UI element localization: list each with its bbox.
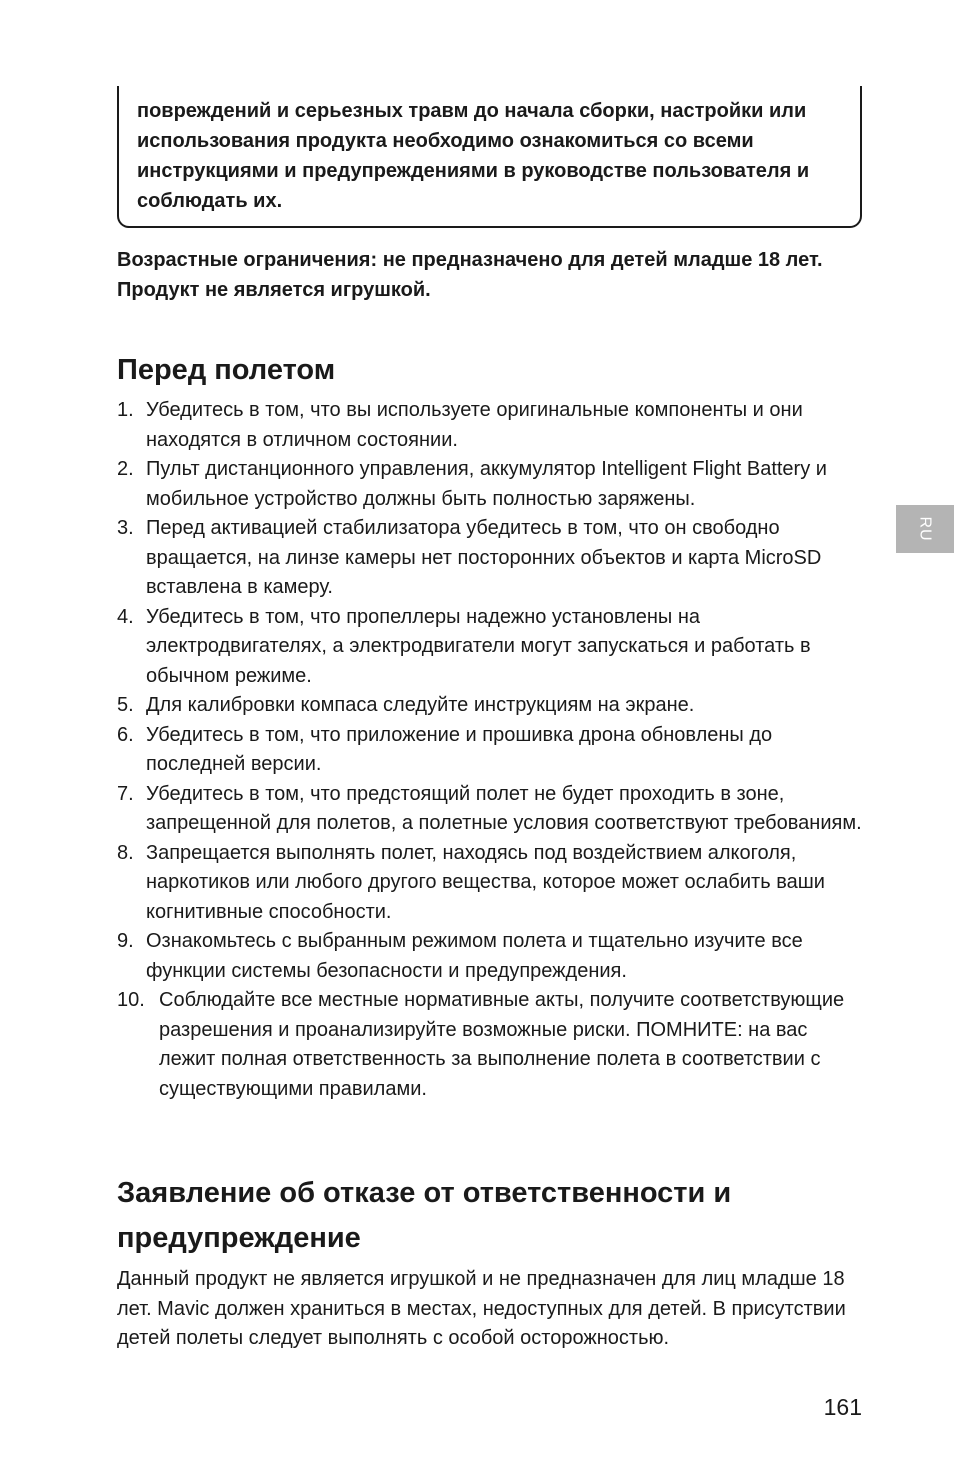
list-item-number: 9. xyxy=(117,930,134,952)
list-item xyxy=(117,927,865,986)
list-item-text: Убедитесь в том, что приложение и прошивка дрона обновлены до последней версии. xyxy=(146,723,773,775)
list-item-text: Убедитесь в том, что пропеллеры надежно установлены на электродвигателях, а электродвигатели могут запускаться и работать в обычном режиме. xyxy=(146,605,811,687)
language-tab xyxy=(896,505,954,553)
warning-text: повреждений и серьезных травм до начала сборки, настройки или использования продукта необходимо ознакомиться со всеми инструкциями и предупреждениями в руководстве пользователя и соблюдать их. xyxy=(137,100,810,212)
list-item-text: Убедитесь в том, что предстоящий полет не будет проходить в зоне, запрещенной для полетов, а полетные условия соответствуют требованиям. xyxy=(146,782,862,834)
list-item-number: 3. xyxy=(117,517,134,539)
age-restriction-note: Возрастные ограничения: не предназначено для детей младше 18 лет. Продукт не является игрушкой. xyxy=(117,249,823,301)
list-item-text: Убедитесь в том, что вы используете оригинальные компоненты и они находятся в отличном состоянии. xyxy=(146,399,803,451)
list-item-number: 5. xyxy=(117,694,134,716)
list-item xyxy=(117,986,865,1104)
list-item-number: 4. xyxy=(117,605,134,628)
warning-box xyxy=(117,86,862,228)
page-number: 161 xyxy=(823,1394,862,1420)
list-item-text: Запрещается выполнять полет, находясь под воздействием алкоголя, наркотиков или любого другого вещества, которое может ослабить ваши когнитивные способности. xyxy=(146,841,825,923)
list-item-number: 8. xyxy=(117,841,134,864)
disclaimer-text: Данный продукт не является игрушкой и не предназначен для лиц младше 18 лет. Mavic должен храниться в местах, недоступных для детей. В присутствии детей полеты следует выполнять с особой осторожностью. xyxy=(117,1268,846,1349)
list-item-text: Пульт дистанционного управления, аккумулятор Intelligent Flight Battery и мобильное устройство должны быть полностью заряжены. xyxy=(146,458,827,510)
preflight-checklist xyxy=(117,396,865,1104)
list-item-number: 10. xyxy=(117,989,145,1011)
list-item xyxy=(117,839,865,928)
list-item xyxy=(117,396,865,455)
list-item-number: 1. xyxy=(117,399,134,421)
list-item-text: Перед активацией стабилизатора убедитесь в том, что он свободно вращается, на линзе камеры нет посторонних объектов и карта MicroSD вставлена в камеру. xyxy=(146,517,822,598)
list-item-number: 7. xyxy=(117,782,134,805)
list-item xyxy=(117,721,865,780)
list-item xyxy=(117,780,865,839)
list-item-text: Для калибровки компаса следуйте инструкциям на экране. xyxy=(146,694,695,716)
list-item-text: Ознакомьтесь с выбранным режимом полета и тщательно изучите все функции системы безопасности и предупреждения. xyxy=(146,930,803,982)
list-item xyxy=(117,455,865,514)
list-item-number: 6. xyxy=(117,723,134,746)
list-item xyxy=(117,514,865,603)
section-title-disclaimer: Заявление об отказе от ответственности и предупреждение xyxy=(117,1177,732,1254)
list-item-text: Соблюдайте все местные нормативные акты, получите соответствующие разрешения и проанализируйте возможные риски. ПОМНИТЕ: на вас лежит полная ответственность за выполнение полета в соответствии с существующими правилами. xyxy=(159,989,845,1100)
list-item xyxy=(117,691,865,721)
list-item-number: 2. xyxy=(117,458,134,480)
list-item xyxy=(117,603,865,692)
language-tab-label: RU xyxy=(916,516,934,542)
section-title-preflight: Перед полетом xyxy=(117,354,336,386)
